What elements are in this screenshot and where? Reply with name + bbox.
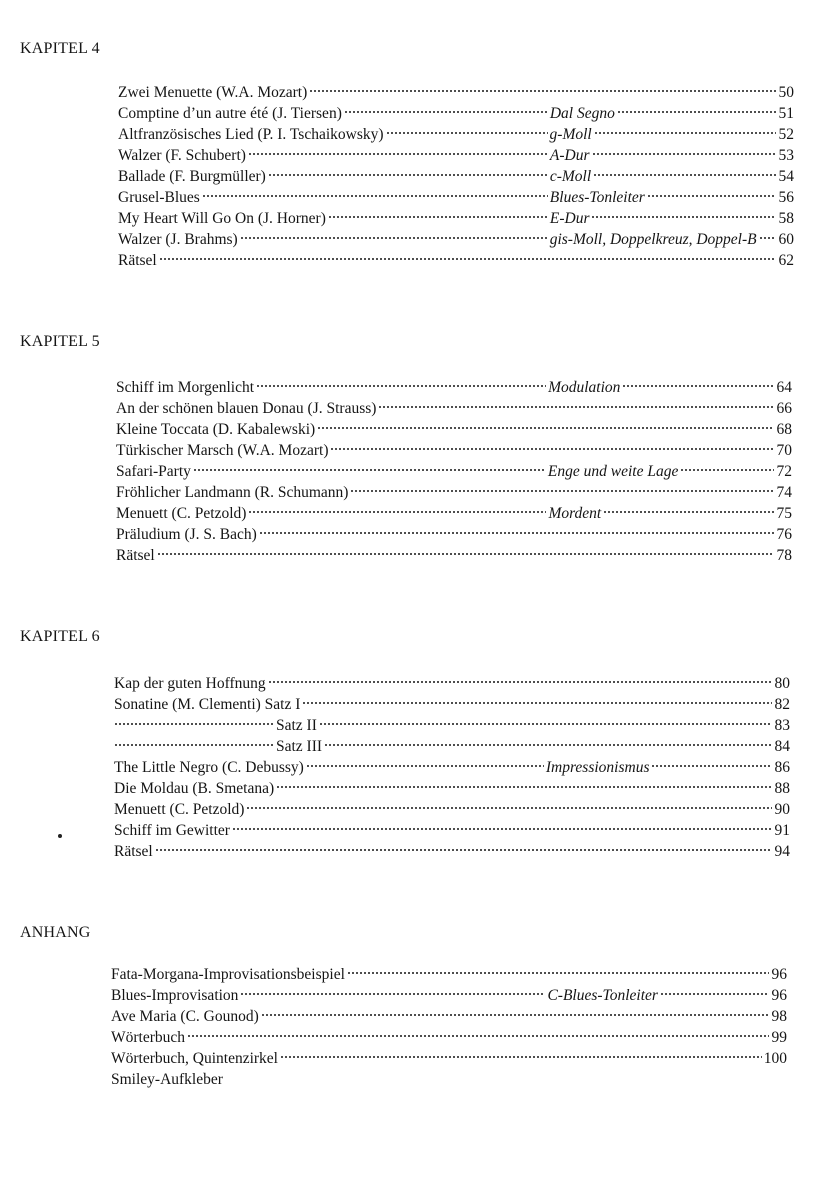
- toc-entry[interactable]: [114, 673, 790, 694]
- entry-title: Safari-Party: [116, 463, 191, 480]
- entry-title: Sonatine (M. Clementi) Satz I: [114, 696, 301, 713]
- page-number: 98: [771, 1008, 787, 1025]
- chapter-title: KAPITEL 5: [20, 333, 100, 350]
- dot-leader: [159, 256, 776, 262]
- entry-topic: A-Dur: [549, 147, 590, 164]
- entry-title: An der schönen blauen Donau (J. Strauss): [116, 400, 377, 417]
- dot-leader: [593, 172, 776, 178]
- chapter-title: KAPITEL 6: [20, 628, 100, 645]
- entry-title: Kap der guten Hoffnung: [114, 675, 266, 692]
- toc-entry[interactable]: [114, 778, 790, 799]
- toc-entry[interactable]: [114, 715, 790, 736]
- dot-leader: [261, 1012, 769, 1018]
- dot-leader: [256, 383, 546, 389]
- toc-entry[interactable]: [116, 419, 792, 440]
- dot-leader: [248, 151, 548, 157]
- entry-topic: gis-Moll, Doppelkreuz, Doppel-B: [549, 231, 757, 248]
- dot-leader: [660, 991, 769, 997]
- page-number: 58: [778, 210, 794, 227]
- entry-title: Comptine d’un autre été (J. Tiersen): [118, 105, 342, 122]
- entry-title: Ave Maria (C. Gounod): [111, 1008, 259, 1025]
- dot-leader: [617, 109, 776, 115]
- entry-title: Schiff im Morgenlicht: [116, 379, 255, 396]
- dot-leader: [622, 383, 774, 389]
- page-number: 83: [774, 717, 790, 734]
- dot-leader: [193, 467, 546, 473]
- page-number: 66: [776, 400, 792, 417]
- toc-entry[interactable]: [118, 229, 794, 250]
- toc-list: [111, 964, 787, 1090]
- toc-entry[interactable]: [111, 964, 787, 985]
- entry-title: Satz II: [276, 717, 317, 734]
- toc-entry[interactable]: [116, 503, 792, 524]
- dot-leader: [386, 130, 548, 136]
- dot-leader: [591, 214, 776, 220]
- dot-leader: [246, 805, 772, 811]
- entry-topic: Mordent: [548, 505, 602, 522]
- toc-entry[interactable]: [116, 440, 792, 461]
- entry-title: Rätsel: [114, 843, 153, 860]
- entry-title: Kleine Toccata (D. Kabalewski): [116, 421, 316, 438]
- entry-title: My Heart Will Go On (J. Horner): [118, 210, 326, 227]
- dot-leader: [319, 721, 772, 727]
- dot-leader: [309, 88, 776, 94]
- entry-title: Smiley-Aufkleber: [111, 1071, 223, 1088]
- page-number: 62: [778, 252, 794, 269]
- page-number: 64: [776, 379, 792, 396]
- entry-title: Wörterbuch: [111, 1029, 186, 1046]
- page-number: 72: [776, 463, 792, 480]
- toc-entry[interactable]: [111, 1048, 787, 1069]
- entry-title: Grusel-Blues: [118, 189, 200, 206]
- dot-leader: [324, 742, 772, 748]
- dot-leader: [647, 193, 776, 199]
- dot-leader: [350, 488, 774, 494]
- entry-topic: Enge und weite Lage: [547, 463, 679, 480]
- dot-leader: [248, 509, 546, 515]
- entry-title: Zwei Menuette (W.A. Mozart): [118, 84, 308, 101]
- dot-leader: [268, 172, 548, 178]
- page-number: 76: [776, 526, 792, 543]
- entry-topic: E-Dur: [549, 210, 590, 227]
- entry-title: Rätsel: [118, 252, 157, 269]
- page-number: 75: [776, 505, 792, 522]
- toc-entry[interactable]: [116, 377, 792, 398]
- page-number: 53: [778, 147, 794, 164]
- toc-entry[interactable]: [118, 208, 794, 229]
- print-speck: [58, 834, 62, 838]
- page-number: 84: [774, 738, 790, 755]
- toc-entry[interactable]: [111, 1006, 787, 1027]
- entry-title: Fröhlicher Landmann (R. Schumann): [116, 484, 349, 501]
- toc-entry[interactable]: [118, 250, 794, 271]
- dot-leader: [157, 551, 774, 557]
- toc-entry[interactable]: [118, 82, 794, 103]
- page-number: 54: [778, 168, 794, 185]
- entry-title: Schiff im Gewitter: [114, 822, 230, 839]
- chapter-title: KAPITEL 4: [20, 40, 100, 57]
- page-number: 52: [778, 126, 794, 143]
- dot-leader: [592, 151, 776, 157]
- dot-leader: [276, 784, 772, 790]
- entry-title: Rätsel: [116, 547, 155, 564]
- entry-topic: c-Moll: [549, 168, 592, 185]
- page-number: 51: [778, 105, 794, 122]
- page-number: 56: [778, 189, 794, 206]
- dot-leader: [259, 530, 774, 536]
- toc-entry[interactable]: [114, 841, 790, 862]
- toc-entry[interactable]: [114, 799, 790, 820]
- page-number: 78: [776, 547, 792, 564]
- toc-entry[interactable]: [111, 1027, 787, 1048]
- entry-title: Walzer (J. Brahms): [118, 231, 238, 248]
- entry-topic: C-Blues-Tonleiter: [547, 987, 658, 1004]
- dot-leader: [347, 970, 769, 976]
- dot-leader: [240, 235, 548, 241]
- entry-title: Die Moldau (B. Smetana): [114, 780, 275, 797]
- entry-title: Ballade (F. Burgmüller): [118, 168, 266, 185]
- toc-entry[interactable]: [116, 524, 792, 545]
- entry-title: Menuett (C. Petzold): [116, 505, 247, 522]
- toc-entry[interactable]: [118, 124, 794, 145]
- toc-entry[interactable]: [118, 187, 794, 208]
- page-number: 60: [778, 231, 794, 248]
- page-number: 96: [771, 987, 787, 1004]
- toc-list: [116, 377, 792, 566]
- page-number: 90: [774, 801, 790, 818]
- toc-entry[interactable]: [111, 985, 787, 1006]
- toc-list: [114, 673, 790, 862]
- dot-leader: [759, 235, 776, 241]
- toc-entry[interactable]: [116, 545, 792, 566]
- entry-title: Menuett (C. Petzold): [114, 801, 245, 818]
- entry-title: Präludium (J. S. Bach): [116, 526, 257, 543]
- entry-title: Walzer (F. Schubert): [118, 147, 246, 164]
- dot-leader: [187, 1033, 769, 1039]
- dot-leader: [232, 826, 772, 832]
- entry-title: Blues-Improvisation: [111, 987, 239, 1004]
- page-number: 74: [776, 484, 792, 501]
- entry-topic: Modulation: [548, 379, 621, 396]
- entry-topic: Impressionismus: [545, 759, 650, 776]
- entry-topic: Blues-Tonleiter: [549, 189, 645, 206]
- entry-title: Türkischer Marsch (W.A. Mozart): [116, 442, 329, 459]
- toc-entry[interactable]: [118, 166, 794, 187]
- page-number: 88: [774, 780, 790, 797]
- dot-leader: [378, 404, 774, 410]
- toc-entry[interactable]: [116, 398, 792, 419]
- toc-entry[interactable]: [118, 103, 794, 124]
- dot-leader: [306, 763, 544, 769]
- dot-leader: [280, 1054, 762, 1060]
- entry-title: The Little Negro (C. Debussy): [114, 759, 304, 776]
- page-number: 50: [778, 84, 794, 101]
- page-number: 94: [774, 843, 790, 860]
- page-number: 80: [774, 675, 790, 692]
- dot-leader: [651, 763, 772, 769]
- toc-list: [118, 82, 794, 271]
- page-number: 70: [776, 442, 792, 459]
- dot-leader: [114, 742, 274, 748]
- chapter-title: ANHANG: [20, 924, 91, 941]
- entry-topic: g-Moll: [549, 126, 592, 143]
- dot-leader: [240, 991, 545, 997]
- dot-leader: [302, 700, 772, 706]
- dot-leader: [680, 467, 774, 473]
- page-number: 68: [776, 421, 792, 438]
- toc-entry[interactable]: [114, 694, 790, 715]
- toc-entry[interactable]: [114, 736, 790, 757]
- dot-leader: [344, 109, 548, 115]
- dot-leader: [202, 193, 548, 199]
- dot-leader: [268, 679, 772, 685]
- entry-title: Altfranzösisches Lied (P. I. Tschaikowsky): [118, 126, 384, 143]
- entry-title: Satz III: [276, 738, 323, 755]
- entry-title: Fata-Morgana-Improvisationsbeispiel: [111, 966, 345, 983]
- toc-entry[interactable]: [116, 482, 792, 503]
- toc-entry[interactable]: [114, 820, 790, 841]
- entry-title: Wörterbuch, Quintenzirkel: [111, 1050, 278, 1067]
- dot-leader: [328, 214, 548, 220]
- dot-leader: [317, 425, 774, 431]
- toc-entry[interactable]: [116, 461, 792, 482]
- page-number: 91: [774, 822, 790, 839]
- toc-entry[interactable]: [118, 145, 794, 166]
- page-number: 96: [771, 966, 787, 983]
- entry-topic: Dal Segno: [549, 105, 615, 122]
- dot-leader: [155, 847, 772, 853]
- page-number: 99: [771, 1029, 787, 1046]
- toc-entry[interactable]: [114, 757, 790, 778]
- toc-entry[interactable]: [111, 1069, 787, 1090]
- page-number: 100: [763, 1050, 787, 1067]
- dot-leader: [114, 721, 274, 727]
- page-number: 86: [774, 759, 790, 776]
- dot-leader: [330, 446, 774, 452]
- dot-leader: [603, 509, 774, 515]
- dot-leader: [594, 130, 776, 136]
- page-number: 82: [774, 696, 790, 713]
